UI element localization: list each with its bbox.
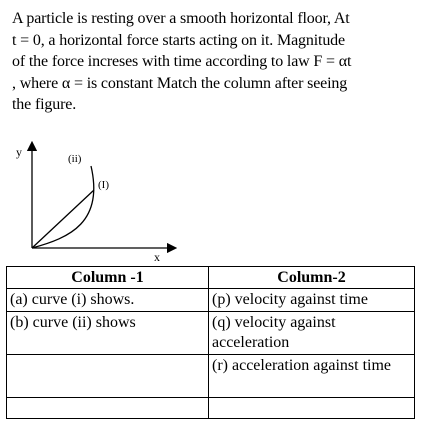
question-line-5: the figure. [12,96,77,113]
question-line-2: t = 0, a horizontal force starts acting on it. Magnitude [12,31,345,49]
y-axis-label: y [16,145,22,159]
cell-right [209,398,415,419]
curve-ii-label: (ii) [68,153,82,165]
question-line-3: of the force increses with time according to law F = αt [12,53,352,70]
cell-right: (p) velocity against time [209,289,415,312]
cell-left [7,398,209,419]
table-row [7,398,415,419]
question-text [12,8,420,116]
question-line-1: A particle is resting over a smooth horizontal floor, At [12,10,350,27]
cell-left: (b) curve (ii) shows [7,312,209,355]
table-header-row [7,267,415,289]
cell-left [7,355,209,398]
match-table [6,266,415,419]
table-row [7,355,415,398]
graph-figure [8,140,178,262]
column-2-header: Column-2 [209,267,415,289]
column-1-header: Column -1 [7,267,209,289]
cell-right: (q) velocity against acceleration [209,312,415,355]
table-row [7,289,415,312]
cell-right: (r) acceleration against time [209,355,415,398]
table-row [7,312,415,355]
cell-left: (a) curve (i) shows. [7,289,209,312]
curve-ii [32,166,94,248]
x-axis-label: x [154,250,160,262]
question-line-4: , where α = is constant Match the column after seeing [12,74,348,92]
curve-i-label: (I) [98,179,109,191]
